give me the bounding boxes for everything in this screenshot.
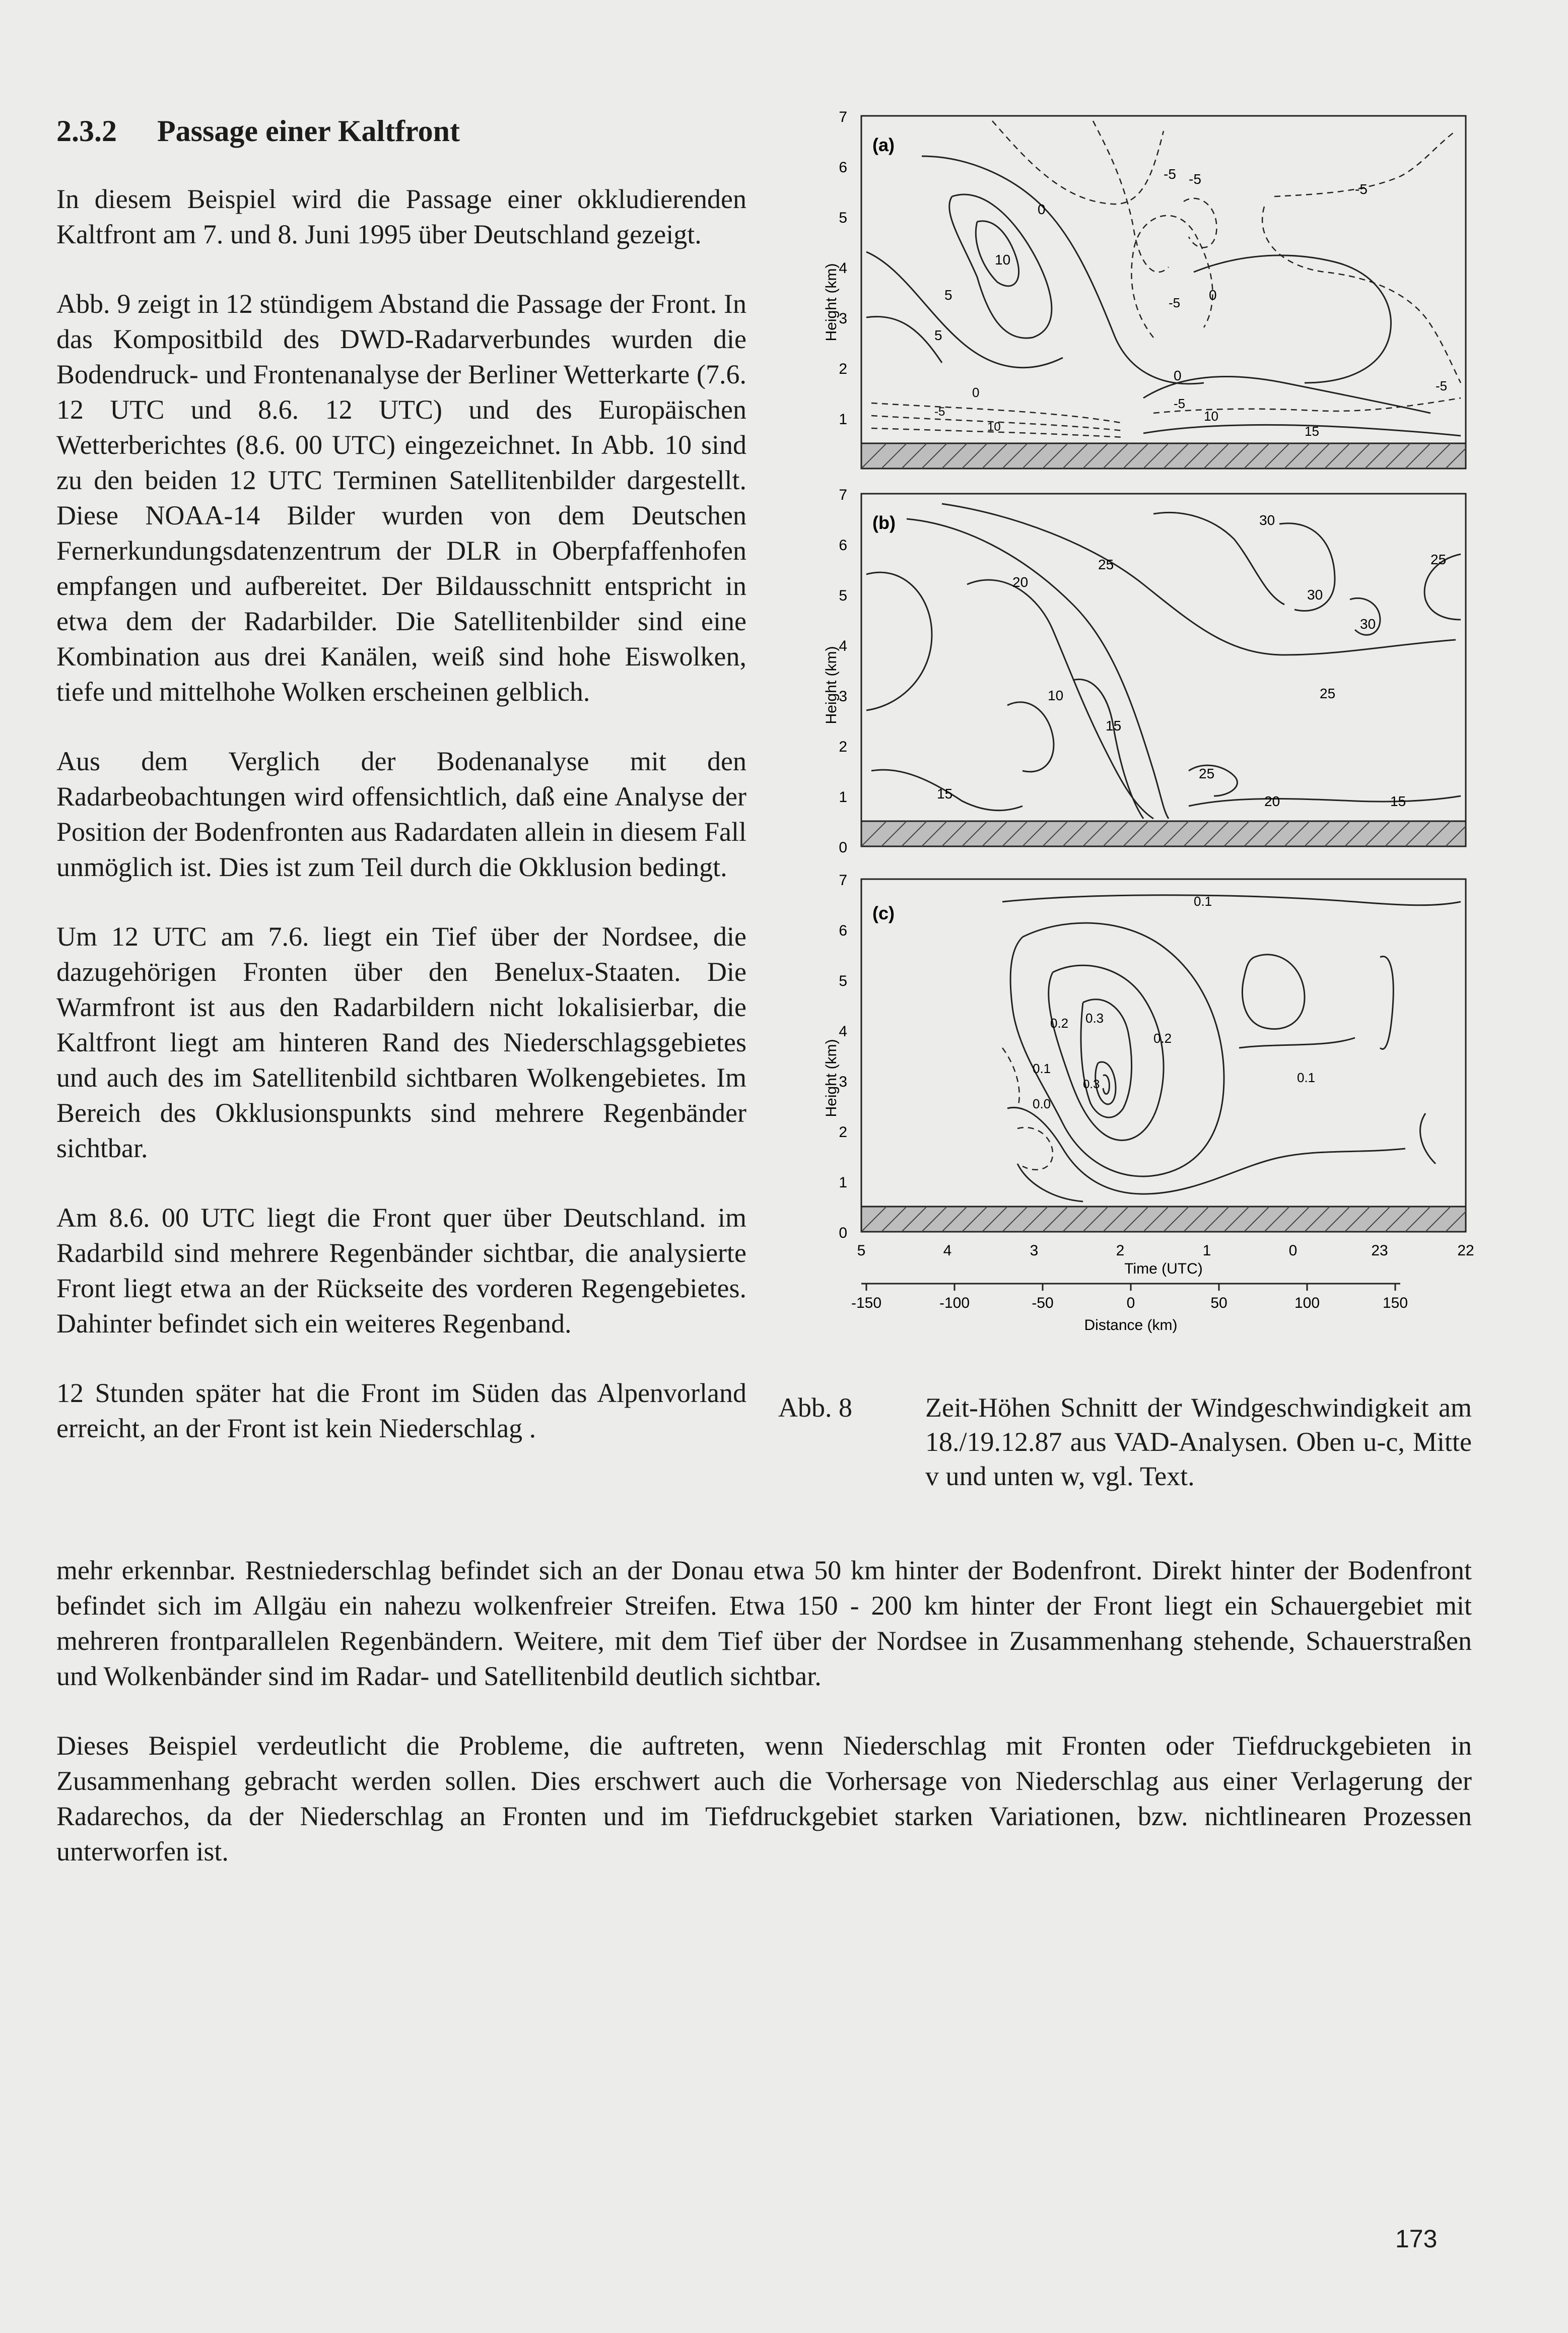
contour-label: 0.1 (1194, 894, 1212, 909)
y-tick: 6 (839, 922, 847, 939)
caption-text: Zeit-Höhen Schnitt der Windgeschwindigkeit am 18./19.12.87 aus VAD-Analysen. Oben u-c, Mitte v und unten w, vgl. Text. (925, 1392, 1472, 1491)
y-tick: 1 (839, 1174, 847, 1191)
y-tick: 3 (839, 688, 847, 705)
y-tick: 4 (839, 1023, 847, 1040)
y-tick: 5 (839, 973, 847, 989)
paragraph: mehr erkennbar. Restniederschlag befindet sich an der Donau etwa 50 km hinter der Bodenfront. Direkt hinter der Bodenfront befindet sich im Allgäu ein nahezu wolkenfreier Streifen. Etwa 150 - 200 km hinter der Front liegt ein Schauergebiet mit mehreren frontparallelen Regenbändern. Weitere, mit dem Tief über der Nordsee in Zusammenhang stehende, Schauerstraßen und Wolkenbänder sind im Radar- und Satellitenbild deutlich sichtbar. (56, 1555, 1472, 1691)
contour-label: 5 (934, 327, 942, 343)
contour-label: 15 (1305, 424, 1319, 439)
contour-label: 0.2 (1153, 1031, 1172, 1046)
distance-tick: -50 (1032, 1295, 1054, 1311)
y-tick: 7 (839, 109, 847, 125)
distance-tick: -150 (851, 1295, 882, 1311)
left-column (56, 181, 746, 1480)
y-tick: 2 (839, 739, 847, 755)
full-width-text (56, 1553, 1472, 1903)
contours-solid (866, 504, 1461, 819)
time-tick: 23 (1371, 1242, 1388, 1259)
y-tick: 7 (839, 487, 847, 503)
contour-label: 10 (995, 252, 1011, 268)
paragraph: 12 Stunden später hat die Front im Süden das Alpenvorland erreicht, an der Front ist kein Niederschlag . (56, 1378, 746, 1443)
contour-label: 15 (1390, 793, 1406, 809)
page-number: 173 (1395, 2225, 1438, 2253)
paragraph: Aus dem Verglich der Bodenanalyse mit den Radarbeobachtungen wird offensichtlich, daß eine Analyse der Position der Bodenfronten aus Radardaten allein in diesem Fall unmöglich ist. Dies ist zum Teil durch die Okklusion bedingt. (56, 746, 746, 882)
figure-8 (801, 101, 1491, 1360)
y-tick: 3 (839, 1074, 847, 1090)
contour-label: 0 (1038, 202, 1046, 217)
y-tick: 7 (839, 872, 847, 889)
y-axis-label-b: Height (km) (823, 646, 840, 724)
panel-c (839, 872, 1466, 1241)
contours-solid (866, 156, 1461, 436)
contour-label: 0.1 (1297, 1070, 1316, 1085)
time-tick: 0 (1288, 1242, 1298, 1259)
contour-label: -5 (934, 405, 945, 419)
contour-label: -5 (1189, 171, 1201, 187)
contour-label: 0 (972, 385, 980, 400)
contour-label: 10 (1048, 688, 1064, 703)
contour-label: 10 (1204, 409, 1218, 424)
contour-label: 10 (987, 420, 1001, 434)
contour-label: 15 (1106, 718, 1122, 734)
y-tick: 0 (839, 1225, 847, 1241)
section-title: Passage einer Kaltfront (157, 114, 460, 148)
contour-label: 0.0 (1033, 1096, 1051, 1111)
time-tick: 4 (943, 1242, 952, 1259)
contour-label: 25 (1430, 552, 1447, 567)
contour-label: 20 (1012, 574, 1029, 590)
contour-label: 5 (944, 287, 952, 303)
contour-label: 0.1 (1033, 1061, 1051, 1076)
distance-tick: 150 (1382, 1295, 1408, 1311)
panel-label: (b) (872, 512, 896, 533)
y-tick: 4 (839, 638, 847, 654)
paragraph: Um 12 UTC am 7.6. liegt ein Tief über der Nordsee, die dazugehörigen Fronten über den Benelux-Staaten. Die Warmfront ist aus den Radarbildern nicht lokalisierbar, die Kaltfront liegt am hinteren Rand des Niederschlagsgebietes und auch des im Satellitenbild sichtbaren Wolkengebietes. Im Bereich des Okklusionspunkts sind mehrere Regenbänder sichtbar. (56, 921, 746, 1163)
contour-label: 30 (1307, 587, 1323, 603)
contour-label: 25 (1199, 766, 1215, 781)
contour-label: -5 (1436, 378, 1448, 393)
time-tick: 2 (1116, 1242, 1125, 1259)
time-tick: 22 (1457, 1242, 1474, 1259)
contour-label: 20 (1264, 793, 1280, 809)
distance-axis-label: Distance (km) (1084, 1317, 1178, 1334)
y-tick: 6 (839, 159, 847, 176)
distance-tick: 0 (1126, 1295, 1135, 1311)
time-axis-label: Time (UTC) (1124, 1260, 1203, 1277)
contour-label: -5 (1169, 295, 1181, 310)
panel-a (839, 109, 1466, 469)
y-tick: 1 (839, 789, 847, 806)
distance-tick: 50 (1210, 1295, 1228, 1311)
contour-label: -5 (1164, 166, 1176, 182)
contour-label: 0 (1209, 287, 1217, 303)
y-tick: 3 (839, 310, 847, 327)
paragraph: Am 8.6. 00 UTC liegt die Front quer über Deutschland. im Radarbild sind mehrere Regenbänder sichtbar, die analysierte Front liegt etwa an der Rückseite des vorderen Regengebietes. Dahinter befindet sich ein weiteres Regenband. (56, 1203, 746, 1339)
contour-label: 0.3 (1083, 1078, 1100, 1091)
contours-solid (1002, 895, 1461, 1202)
contour-label: -5 (1355, 181, 1368, 197)
contour-label: 30 (1360, 616, 1376, 632)
y-tick: 6 (839, 537, 847, 554)
time-tick: 5 (857, 1242, 866, 1259)
contour-label: 0.3 (1085, 1011, 1104, 1026)
contour-label: 30 (1259, 512, 1275, 528)
y-tick: 0 (839, 839, 847, 856)
contour-label: 0.2 (1050, 1016, 1069, 1031)
contour-label: -5 (1174, 396, 1186, 411)
y-axis-label-a: Height (km) (823, 263, 840, 342)
panel-label: (a) (872, 135, 895, 155)
distance-tick: 100 (1294, 1295, 1320, 1311)
contour-label: 25 (1098, 557, 1114, 572)
time-axis (857, 1242, 1474, 1277)
panel-b (839, 487, 1466, 856)
y-axis-label-c: Height (km) (823, 1039, 840, 1117)
y-tick: 5 (839, 587, 847, 604)
caption-label: Abb. 8 (778, 1392, 852, 1423)
y-tick: 4 (839, 260, 847, 277)
section-number: 2.3.2 (56, 114, 117, 148)
paragraph: Dieses Beispiel verdeutlicht die Probleme, die auftreten, wenn Niederschlag mit Fronten oder Tiefdruckgebieten in Zusammenhang gebracht werden sollen. Dies erschwert auch die Vorhersage von Niederschlag aus einer Verlagerung der Radarechos, da der Niederschlag an Fronten und im Tiefdruckgebiet starken Variationen, bzw. nichtlinearen Prozessen unterworfen ist. (56, 1730, 1472, 1867)
section-heading (56, 111, 762, 151)
y-tick: 1 (839, 411, 847, 428)
paragraph: In diesem Beispiel wird die Passage einer okkludierenden Kaltfront am 7. und 8. Juni 1995 über Deutschland gezeigt. (56, 184, 746, 249)
contour-label: 15 (937, 786, 953, 802)
time-tick: 3 (1030, 1242, 1039, 1259)
contour-label: 25 (1320, 686, 1336, 701)
contour-label: 0 (1174, 368, 1182, 383)
y-tick: 5 (839, 210, 847, 226)
time-tick: 1 (1202, 1242, 1211, 1259)
distance-axis (851, 1284, 1408, 1334)
y-tick: 2 (839, 1124, 847, 1141)
y-tick: 2 (839, 361, 847, 377)
paragraph: Abb. 9 zeigt in 12 stündigem Abstand die Passage der Front. In das Kompositbild des DWD-Radarverbundes wurden die Bodendruck- und Frontenanalyse der Berliner Wetterkarte (7.6. 12 UTC und 8.6. 12 UTC) und des Europäischen Wetterberichtes (8.6. 00 UTC) eingezeichnet. In Abb. 10 sind zu den beiden 12 UTC Terminen Satellitenbilder dargestellt. Diese NOAA-14 Bilder wurden von dem Deutschen Fernerkundungsdatenzentrum der DLR in Oberpfaffenhofen empfangen und aufbereitet. Der Bildausschnitt entspricht in etwa dem der Radarbilder. Die Satellitenbilder sind eine Kombination aus drei Kanälen, weiß sind hohe Eiswolken, tiefe und mittelhohe Wolken erscheinen gelblich. (56, 289, 746, 707)
distance-tick: -100 (939, 1295, 970, 1311)
panel-label: (c) (872, 903, 895, 923)
